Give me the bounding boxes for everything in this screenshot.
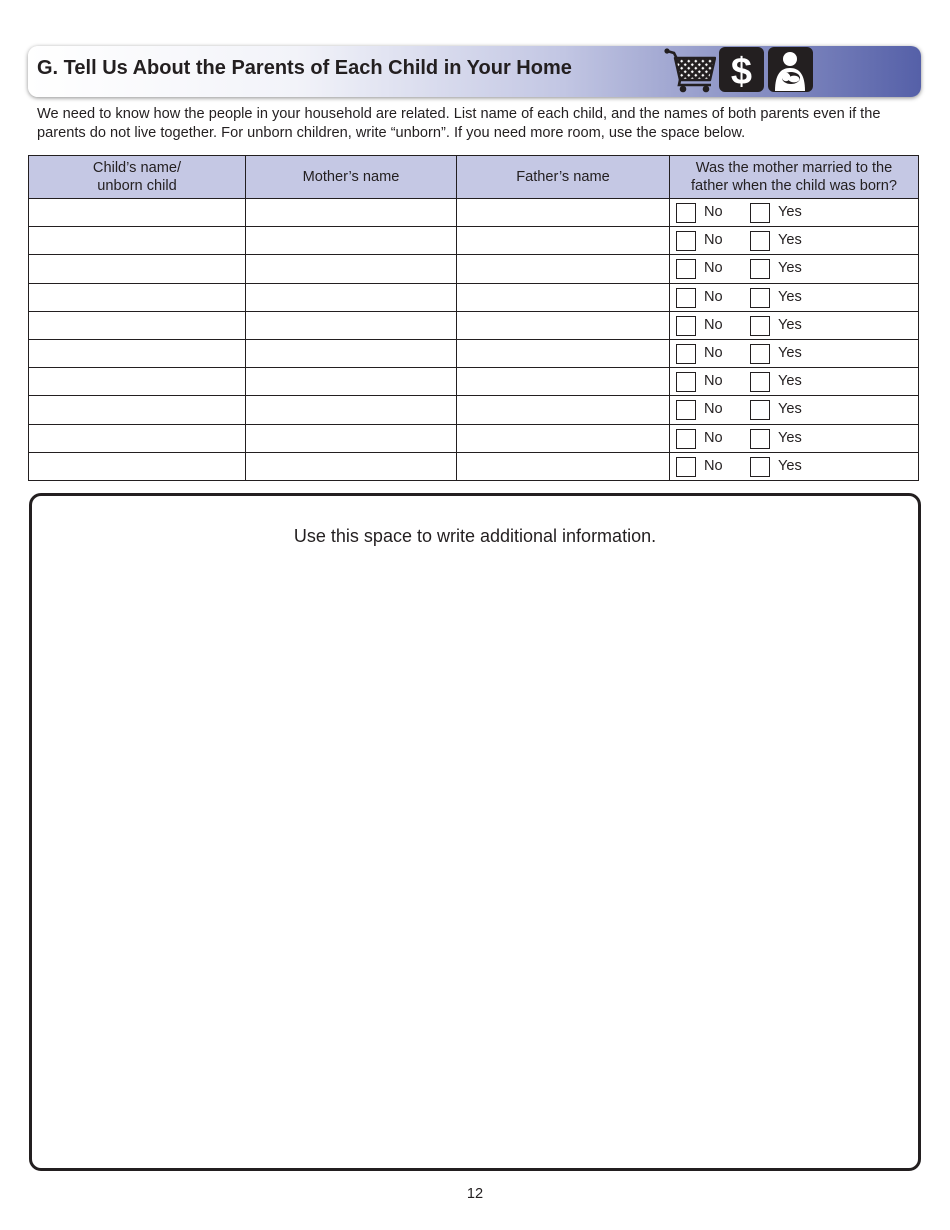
- married-no-checkbox[interactable]: [676, 203, 696, 223]
- married-yes-label: Yes: [778, 373, 802, 390]
- column-header-child-line1: Child’s name/: [92, 160, 182, 176]
- married-answer-cell: [670, 283, 919, 311]
- section-title: G. Tell Us About the Parents of Each Child in Your Home: [37, 57, 572, 79]
- column-header-married-line2: father when the child was born?: [690, 178, 898, 194]
- column-header-married-line1: Was the mother married to the: [695, 160, 893, 176]
- married-yes-checkbox[interactable]: [750, 457, 770, 477]
- table-row: [29, 311, 919, 339]
- married-yes-label: Yes: [778, 344, 802, 361]
- father-name-field[interactable]: [457, 255, 670, 283]
- column-header-married: [670, 156, 919, 199]
- married-answer-cell: [670, 311, 919, 339]
- married-no-label: No: [704, 204, 723, 220]
- married-yes-label: Yes: [778, 288, 802, 305]
- mother-name-field[interactable]: [246, 255, 457, 283]
- married-yes-checkbox[interactable]: [750, 344, 770, 364]
- married-yes-label: Yes: [778, 401, 802, 418]
- married-answer-cell: [670, 452, 919, 480]
- married-yes-checkbox[interactable]: [750, 203, 770, 223]
- child-name-field[interactable]: [29, 227, 246, 255]
- page-number: 12: [466, 1186, 484, 1202]
- child-name-field[interactable]: [29, 311, 246, 339]
- additional-info-box[interactable]: [29, 493, 921, 1171]
- child-name-field[interactable]: [29, 255, 246, 283]
- father-name-field[interactable]: [457, 396, 670, 424]
- married-no-checkbox[interactable]: [676, 231, 696, 251]
- married-no-label: No: [704, 232, 723, 249]
- married-no-label: No: [704, 260, 723, 277]
- father-name-field[interactable]: [457, 339, 670, 367]
- married-no-label: No: [704, 429, 723, 446]
- married-yes-label: Yes: [778, 232, 802, 249]
- married-answer-cell: [670, 396, 919, 424]
- table-row: [29, 199, 919, 227]
- child-name-field[interactable]: [29, 424, 246, 452]
- married-yes-label: Yes: [778, 204, 802, 220]
- married-no-label: No: [704, 373, 723, 390]
- father-name-field[interactable]: [457, 452, 670, 480]
- mother-name-field[interactable]: [246, 368, 457, 396]
- married-no-checkbox[interactable]: [676, 429, 696, 449]
- married-yes-checkbox[interactable]: [750, 429, 770, 449]
- married-no-checkbox[interactable]: [676, 457, 696, 477]
- table-row: [29, 396, 919, 424]
- married-answer-cell: [670, 339, 919, 367]
- svg-text:$: $: [730, 51, 753, 92]
- married-yes-checkbox[interactable]: [750, 288, 770, 308]
- father-name-field[interactable]: [457, 227, 670, 255]
- father-name-field[interactable]: [457, 368, 670, 396]
- mother-and-baby-icon: [768, 47, 813, 92]
- mother-name-field[interactable]: [246, 311, 457, 339]
- mother-name-field[interactable]: [246, 283, 457, 311]
- section-header: [28, 46, 921, 97]
- mother-name-field[interactable]: [246, 396, 457, 424]
- shopping-cart-icon: [664, 47, 716, 93]
- married-answer-cell: [670, 255, 919, 283]
- married-yes-checkbox[interactable]: [750, 372, 770, 392]
- married-yes-label: Yes: [778, 457, 802, 474]
- married-yes-checkbox[interactable]: [750, 400, 770, 420]
- table-body: [29, 199, 919, 481]
- married-no-checkbox[interactable]: [676, 344, 696, 364]
- table-row: [29, 368, 919, 396]
- child-name-field[interactable]: [29, 452, 246, 480]
- additional-info-label: Use this space to write additional information.: [293, 526, 657, 546]
- married-answer-cell: [670, 368, 919, 396]
- table-row: [29, 452, 919, 480]
- married-answer-cell: [670, 424, 919, 452]
- column-header-mother: Mother’s name: [246, 156, 457, 199]
- table-row: [29, 424, 919, 452]
- parents-table: [28, 155, 919, 481]
- table-row: [29, 255, 919, 283]
- married-no-checkbox[interactable]: [676, 372, 696, 392]
- table-row: [29, 283, 919, 311]
- child-name-field[interactable]: [29, 199, 246, 227]
- married-no-label: No: [704, 401, 723, 418]
- married-no-checkbox[interactable]: [676, 400, 696, 420]
- mother-name-field[interactable]: [246, 199, 457, 227]
- married-yes-label: Yes: [778, 429, 802, 446]
- mother-name-field[interactable]: [246, 424, 457, 452]
- column-header-child: [29, 156, 246, 199]
- table-row: [29, 339, 919, 367]
- married-no-checkbox[interactable]: [676, 288, 696, 308]
- married-no-label: No: [704, 288, 723, 305]
- father-name-field[interactable]: [457, 311, 670, 339]
- child-name-field[interactable]: [29, 368, 246, 396]
- married-answer-cell: [670, 227, 919, 255]
- table-row: [29, 227, 919, 255]
- married-yes-checkbox[interactable]: [750, 231, 770, 251]
- father-name-field[interactable]: [457, 199, 670, 227]
- father-name-field[interactable]: [457, 424, 670, 452]
- married-no-checkbox[interactable]: [676, 259, 696, 279]
- child-name-field[interactable]: [29, 283, 246, 311]
- married-yes-label: Yes: [778, 260, 802, 277]
- married-no-checkbox[interactable]: [676, 316, 696, 336]
- married-yes-checkbox[interactable]: [750, 259, 770, 279]
- instructions-text: We need to know how the people in your household are related. List name of each child, and the names of both parents even if the parents do not live together. For unborn children, write “unborn”. If you need more room, use the space below.: [37, 106, 881, 141]
- father-name-field[interactable]: [457, 283, 670, 311]
- married-no-label: No: [704, 344, 723, 361]
- dollar-sign-icon: [719, 47, 764, 92]
- married-no-label: No: [704, 316, 723, 333]
- married-no-label: No: [704, 457, 723, 474]
- mother-name-field[interactable]: [246, 227, 457, 255]
- married-answer-cell: [670, 199, 919, 227]
- child-name-field[interactable]: [29, 339, 246, 367]
- mother-name-field[interactable]: [246, 339, 457, 367]
- married-yes-checkbox[interactable]: [750, 316, 770, 336]
- column-header-father: Father’s name: [457, 156, 670, 199]
- child-name-field[interactable]: [29, 396, 246, 424]
- mother-name-field[interactable]: [246, 452, 457, 480]
- married-yes-label: Yes: [778, 316, 802, 333]
- table-header-row: [29, 156, 919, 199]
- column-header-child-line2: unborn child: [97, 178, 177, 194]
